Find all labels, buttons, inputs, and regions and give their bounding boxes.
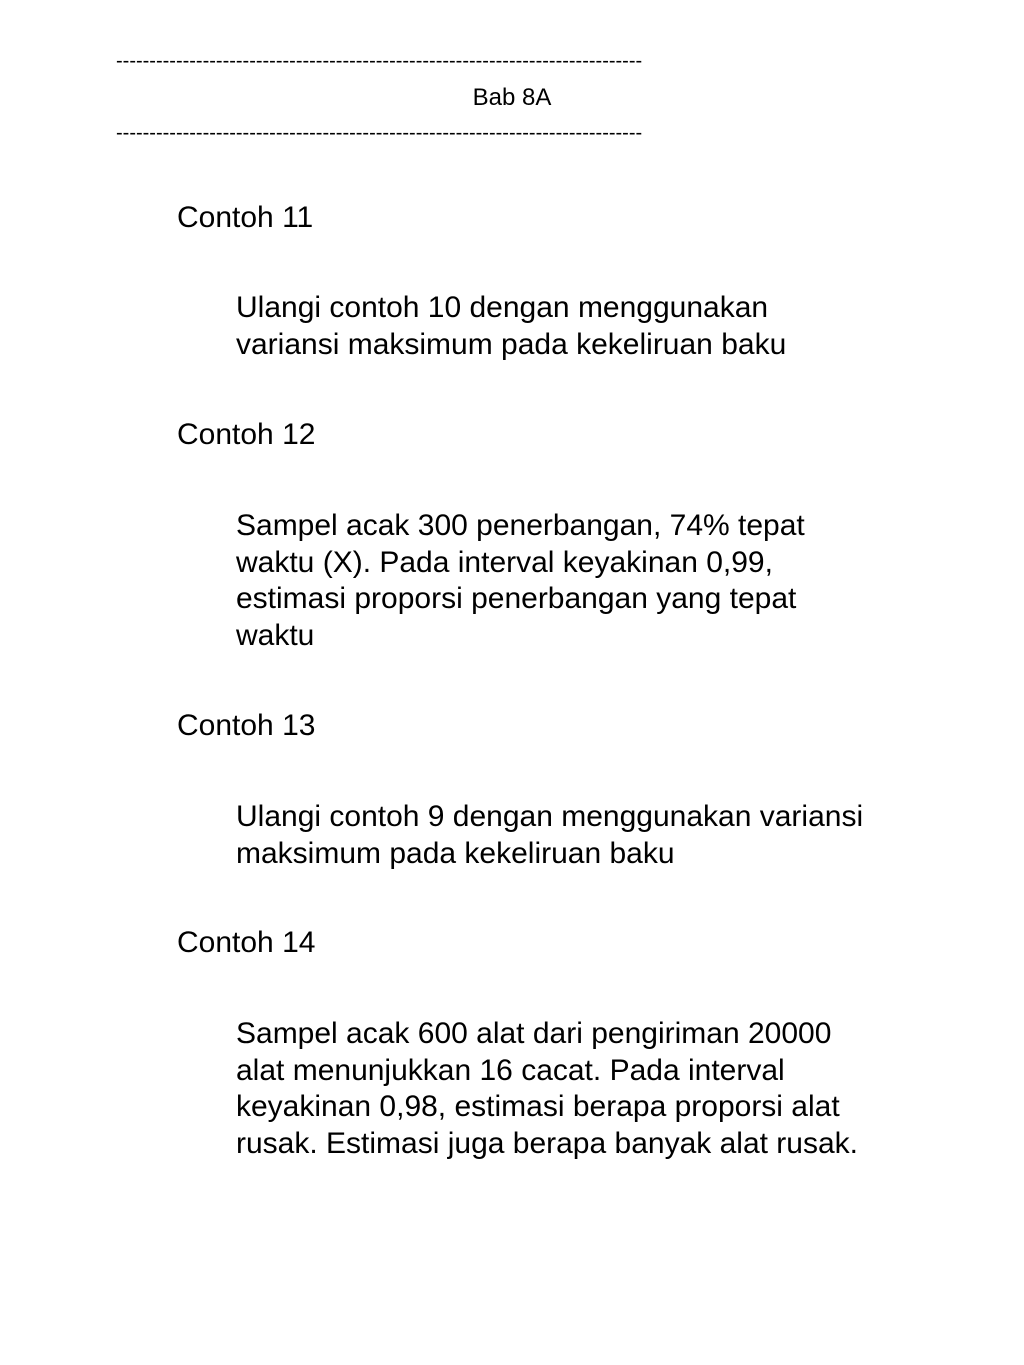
example-body xyxy=(236,508,966,654)
example-line: waktu (X). Pada interval keyakinan 0,99, xyxy=(236,545,773,579)
example-heading: Contoh 14 xyxy=(177,926,316,959)
example-body xyxy=(236,290,966,363)
example-line: Ulangi contoh 10 dengan menggunakan xyxy=(236,291,769,324)
example-line: waktu xyxy=(236,618,315,652)
header-rule-top: ------------------------------------------------------------------------------- xyxy=(116,50,643,72)
example-line: alat menunjukkan 16 cacat. Pada interval xyxy=(236,1053,785,1087)
example-line: Sampel acak 300 penerbangan, 74% tepat xyxy=(236,509,805,542)
example-body xyxy=(236,1016,966,1162)
example-line: rusak. Estimasi juga berapa banyak alat rusak. xyxy=(236,1126,858,1160)
header-rule-bottom: ------------------------------------------------------------------------------- xyxy=(116,122,643,144)
example-line: Sampel acak 600 alat dari pengiriman 20000 xyxy=(236,1017,832,1050)
example-heading: Contoh 12 xyxy=(177,418,316,451)
chapter-title: Bab 8A xyxy=(472,84,552,111)
example-heading: Contoh 11 xyxy=(177,201,314,234)
example-line: variansi maksimum pada kekeliruan baku xyxy=(236,327,787,361)
example-line: estimasi proporsi penerbangan yang tepat xyxy=(236,582,797,615)
example-line: keyakinan 0,98, estimasi berapa proporsi alat xyxy=(236,1090,840,1123)
example-heading: Contoh 13 xyxy=(177,709,316,742)
example-line: Ulangi contoh 9 dengan menggunakan variansi xyxy=(236,800,864,833)
example-line: maksimum pada kekeliruan baku xyxy=(236,836,675,870)
example-body xyxy=(236,799,966,872)
